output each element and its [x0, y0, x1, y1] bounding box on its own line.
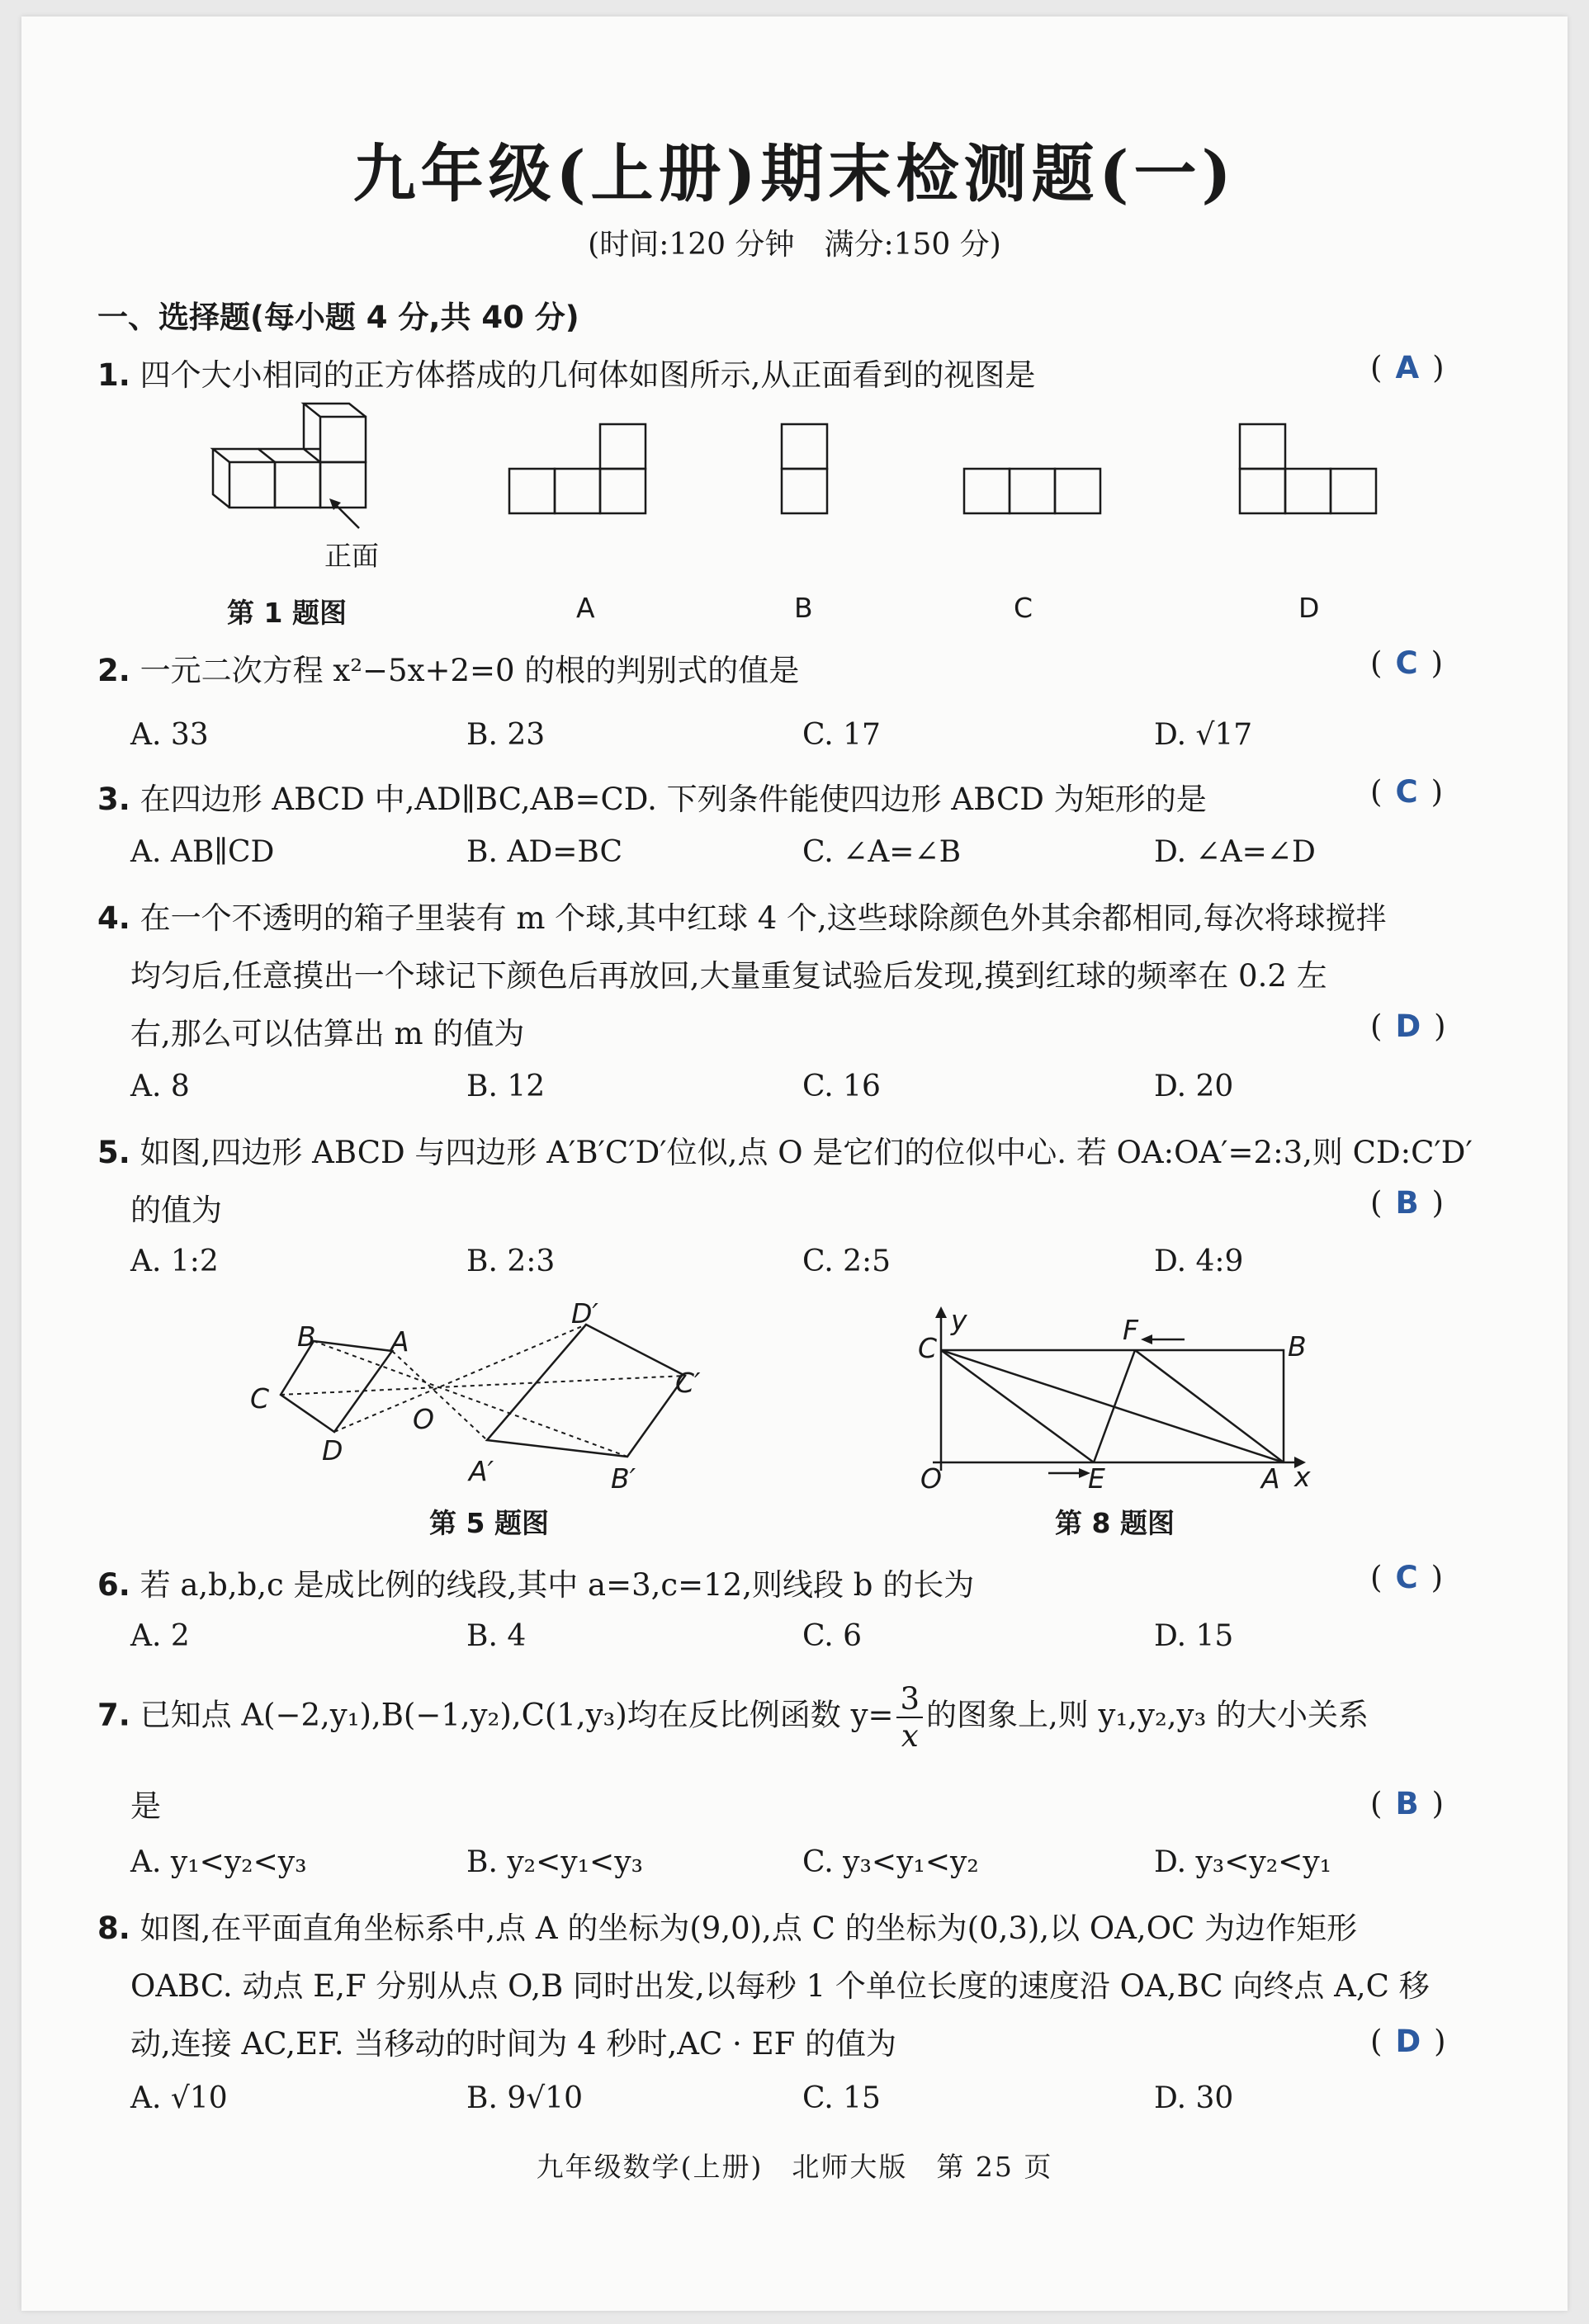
question-number: 7. — [97, 1697, 130, 1733]
option-c: C. 15 — [802, 2081, 881, 2115]
question-number: 3. — [97, 782, 130, 817]
question-number: 1. — [97, 357, 130, 393]
label-c: C — [918, 1332, 938, 1364]
f-arrow — [1141, 1334, 1152, 1344]
question-text: 在四边形 ABCD 中,AD∥BC,AB=CD. 下列条件能使四边形 ABCD 为矩形的是 — [140, 782, 1207, 817]
fraction-numerator: 3 — [896, 1684, 923, 1718]
y-axis-arrow — [935, 1306, 947, 1318]
question-text-line-1: 如图,四边形 ABCD 与四边形 A′B′C′D′位似,点 O 是它们的位似中心. 若 OA:OA′=2:3,则 CD:C′D′ — [140, 1135, 1473, 1170]
answer-box-8: ( D ) — [1370, 2024, 1446, 2059]
figure-5-caption: 第 5 题图 — [429, 1507, 549, 1539]
question-text-line-2: OABC. 动点 E,F 分别从点 O,B 同时出发,以每秒 1 个单位长度的速度沿 OA,BC 向终点 A,C 移 — [130, 1968, 1430, 2004]
option-b: B. 2:3 — [466, 1245, 556, 1278]
option-b-label: B — [794, 592, 813, 624]
fraction-3-over-x — [896, 1681, 923, 1754]
question-text-after: 的图象上,则 y₁,y₂,y₃ 的大小关系 — [926, 1697, 1369, 1733]
question-text-line-1: 如图,在平面直角坐标系中,点 A 的坐标为(9,0),点 C 的坐标为(0,3),以 OA,OC 为边作矩形 — [140, 1911, 1358, 1946]
label-c-prime: C′ — [675, 1367, 701, 1399]
label-a-prime: A′ — [469, 1455, 494, 1487]
front-label: 正面 — [324, 540, 379, 572]
option-d-view — [1238, 423, 1387, 522]
option-a: A. 8 — [130, 1070, 190, 1103]
answer-box-3: ( C ) — [1370, 774, 1444, 810]
option-c: C. ∠A=∠B — [802, 835, 962, 869]
question-text-line-2: 均匀后,任意摸出一个球记下颜色后再放回,大量重复试验后发现,摸到红球的频率在 0.2 左 — [130, 958, 1327, 994]
answer-letter: D — [1395, 2024, 1421, 2059]
question-text-before: 已知点 A(−2,y₁),B(−1,y₂),C(1,y₃)均在反比例函数 y= — [140, 1697, 894, 1733]
option-c: C. 2:5 — [802, 1245, 891, 1278]
option-a: A. 2 — [130, 1619, 190, 1653]
figure-1-caption: 第 1 题图 — [227, 597, 347, 629]
question-text-line-2: 的值为 — [130, 1193, 222, 1228]
section-heading: 一、选择题(每小题 4 分,共 40 分) — [97, 300, 579, 335]
option-a-view — [508, 423, 656, 522]
answer-letter: C — [1395, 645, 1418, 681]
exam-info: (时间:120 分钟 满分:150 分) — [588, 228, 1001, 262]
answer-letter: C — [1395, 774, 1418, 810]
question-2 — [97, 645, 799, 690]
answer-letter: D — [1395, 1008, 1421, 1044]
question-6 — [97, 1560, 974, 1604]
option-a: A. AB∥CD — [130, 835, 275, 869]
answer-box-7: ( B ) — [1370, 1786, 1445, 1821]
figure-8-caption: 第 8 题图 — [1055, 1507, 1175, 1539]
option-b-view — [780, 423, 838, 522]
question-1 — [97, 350, 1035, 394]
answer-letter: C — [1395, 1560, 1418, 1595]
question-text: 若 a,b,b,c 是成比例的线段,其中 a=3,c=12,则线段 b 的长为 — [140, 1567, 975, 1603]
page-footer: 九年级数学(上册) 北师大版 第 25 页 — [536, 2151, 1053, 2183]
label-o: O — [920, 1462, 942, 1495]
option-a: A. 1:2 — [130, 1245, 219, 1278]
question-4 — [97, 893, 1387, 938]
label-b-prime: B′ — [611, 1462, 636, 1495]
option-d: D. y₃<y₂<y₁ — [1154, 1845, 1332, 1879]
answer-letter: B — [1395, 1185, 1419, 1221]
label-b: B — [1288, 1330, 1307, 1363]
option-c-view — [962, 467, 1111, 525]
option-b: B. 4 — [466, 1619, 527, 1653]
option-c: C. 6 — [802, 1619, 863, 1653]
label-c: C — [250, 1382, 270, 1415]
option-a: A. 33 — [130, 718, 209, 752]
label-a: A — [1261, 1462, 1280, 1495]
option-a-label: A — [576, 592, 595, 624]
answer-box-4: ( D ) — [1370, 1008, 1446, 1044]
option-b: B. y₂<y₁<y₃ — [466, 1845, 643, 1879]
option-d: D. 30 — [1154, 2081, 1234, 2115]
option-d: D. 15 — [1154, 1619, 1234, 1653]
fraction-denominator: x — [901, 1718, 919, 1754]
answer-letter: A — [1395, 350, 1420, 385]
option-c-label: C — [1014, 592, 1033, 624]
question-text-line-3: 右,那么可以估算出 m 的值为 — [130, 1016, 525, 1051]
label-e: E — [1088, 1462, 1105, 1495]
option-c: C. 16 — [802, 1070, 881, 1103]
figure-5-diagram — [248, 1300, 759, 1498]
answer-box-1: ( A ) — [1370, 350, 1445, 385]
label-y: y — [951, 1304, 967, 1336]
question-text-line-2: 是 — [130, 1788, 161, 1824]
option-c: C. y₃<y₁<y₂ — [802, 1845, 979, 1879]
label-b: B — [297, 1320, 316, 1353]
figure-1-solid — [206, 404, 421, 569]
question-3 — [97, 774, 1207, 819]
option-c: C. 17 — [802, 718, 881, 752]
label-f: F — [1123, 1314, 1138, 1346]
label-a: A — [390, 1325, 409, 1358]
answer-box-2: ( C ) — [1370, 645, 1444, 681]
answer-letter: B — [1395, 1786, 1419, 1821]
quad-abcd — [281, 1341, 392, 1432]
label-o: O — [413, 1403, 434, 1435]
option-b: B. 23 — [466, 718, 546, 752]
question-text-line-3: 动,连接 AC,EF. 当移动的时间为 4 秒时,AC · EF 的值为 — [130, 2026, 897, 2062]
option-d: D. 4:9 — [1154, 1245, 1244, 1278]
option-d: D. 20 — [1154, 1070, 1234, 1103]
option-b: B. 12 — [466, 1070, 546, 1103]
question-number: 6. — [97, 1567, 130, 1603]
option-d: D. ∠A=∠D — [1154, 835, 1316, 869]
label-d: D — [322, 1434, 343, 1467]
question-text: 四个大小相同的正方体搭成的几何体如图所示,从正面看到的视图是 — [140, 357, 1036, 393]
question-5 — [97, 1127, 1473, 1172]
option-a: A. √10 — [130, 2081, 228, 2115]
answer-box-6: ( C ) — [1370, 1560, 1444, 1595]
answer-box-5: ( B ) — [1370, 1185, 1445, 1221]
question-number: 4. — [97, 900, 130, 936]
question-8 — [97, 1903, 1357, 1948]
option-b: B. 9√10 — [466, 2081, 583, 2115]
label-x: x — [1294, 1461, 1311, 1493]
option-d-label: D — [1298, 592, 1320, 624]
quad-abcd-prime — [487, 1325, 685, 1457]
question-7 — [97, 1681, 1369, 1754]
page-title: 九年级(上册)期末检测题(一) — [352, 137, 1237, 210]
question-number: 5. — [97, 1135, 130, 1170]
label-d-prime: D′ — [571, 1297, 598, 1330]
option-a: A. y₁<y₂<y₃ — [130, 1845, 307, 1879]
question-text: 一元二次方程 x²−5x+2=0 的根的判别式的值是 — [140, 653, 800, 688]
question-number: 8. — [97, 1911, 130, 1946]
question-text-line-1: 在一个不透明的箱子里装有 m 个球,其中红球 4 个,这些球除颜色外其余都相同,每次将球搅拌 — [140, 900, 1387, 936]
option-b: B. AD=BC — [466, 835, 623, 869]
question-number: 2. — [97, 653, 130, 688]
option-d: D. √17 — [1154, 718, 1253, 752]
